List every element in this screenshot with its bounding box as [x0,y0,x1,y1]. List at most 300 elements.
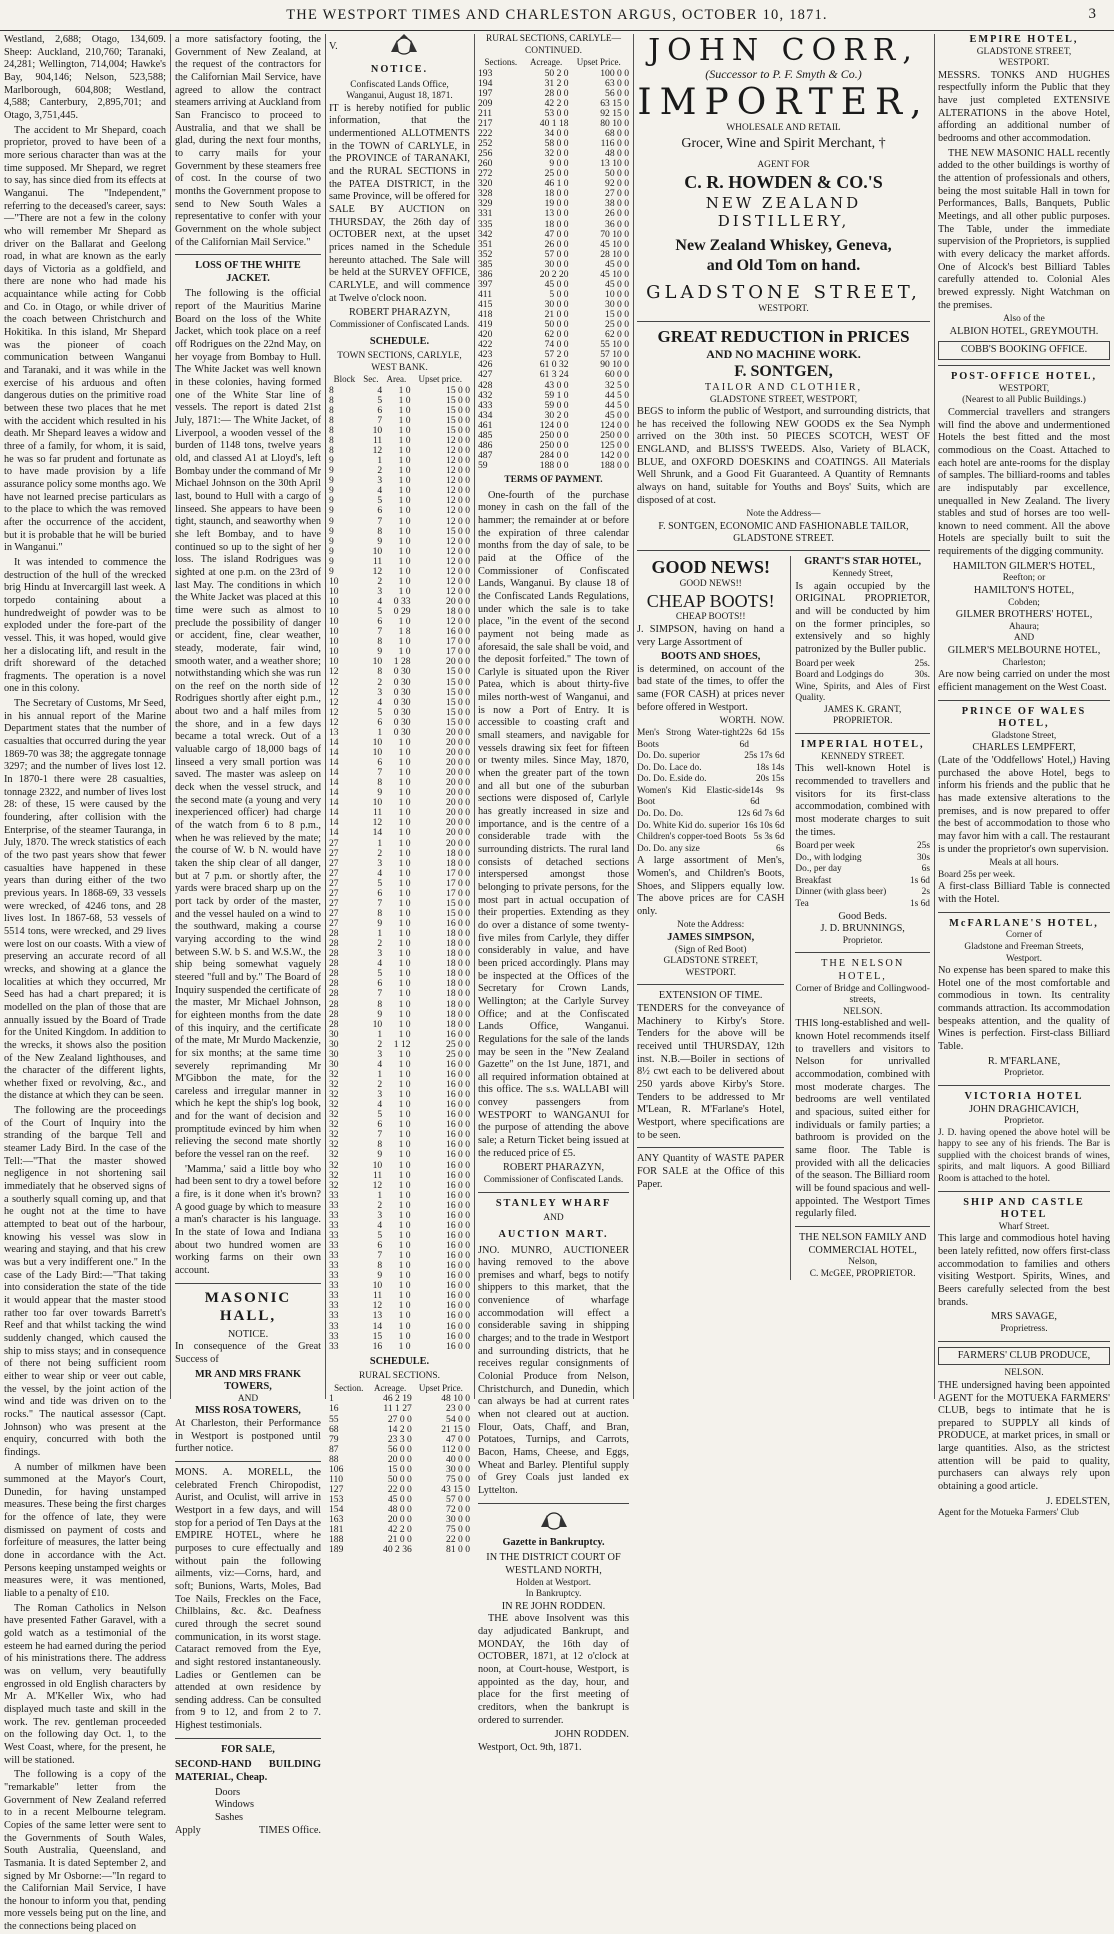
simpson-text: is determined, on account of the bad state of the times, to offer the same (FOR CASH) at prices never before offered in Westport. [637,663,785,713]
table-cell: 32 5 0 [605,379,629,391]
table-cell: 106 [329,1463,344,1475]
table-cell: 75 0 0 [446,1524,470,1536]
table-cell: 16 0 0 [446,626,470,638]
table-cell: 426 [478,359,493,371]
prince-meals: Meals at all hours. [989,858,1059,869]
article-paragraph: The following is the official report of the Mauritius Marine Board on the loss of the White Jacket, which took place on a reef off Rodrigues on the 22nd May, on her voyage from Bombay to Hull. The White Jacket was well known in these colonies, having formed one of the White Star line of vessels. The report is dated 21st July, 1871:— The White Jacket, of Liverpool, a wooden vessel of the burden of 1148 tons, twelve years old, and classed A1 at Lloyd's, left Bombay under the command of Mr Michael Johnson on the 30th April last, bound to Hull with a cargo of linseed. She appears to have been tight, staunch, and seaworthy when she left Bombay, and to have continued so up to the sight of her loss. The island Rodrigues was sighted at one p.m. on the 23rd of last May. The conditions in which the White Jacket was placed at this time were such as almost to preclude the possibility of danger or accident, fine, clear weather, steady, moderate, fair wind, smooth water, and a weather shore; notwithstanding which she was run on the reef on the north side of Rodrigues shortly after eight p.m., about two and a half miles from the shore, and in a few days became a total wreck. Out of a valuable cargo of 18,000 bags of linseed a very small portion was saved. The master was asleep on deck when the vessel struck, and the second mate (a young and very inexperienced officer) had charge of the watch from 6 to 8 p.m., when he was relieved by the mate; the course of W. b N. would have taken the ship clear of all danger, but at 7 p.m. or shortly after, the yards were braced sharp up on the port tack by order of the master, and the vessel hauled on a wind to the southward, making a course varying according to the wind between S.W. b S. and W.S.W., the ship being somewhat vaguely steered "full and by." The Board of Inquiry suspended the certificate of the master, Mr Michael Johnson, for eighteen months from the date of this inquiry, and the certificate of the mate, Mr Murdo Mackenzie, for six months; at the same time severely reprimanding Mr M'Gibbon the mate, for the careless and irregular manner in which he kept the ship's log book, and for the want of decision and promptitude evinced by him when relieving the second mate shortly before the vessel ran on the reef. [175,288,321,1161]
simpson-name: JAMES SIMPSON, [667,932,755,944]
table-cell: 8 [329,414,334,426]
nelson-title: THE NELSON HOTEL, [821,958,905,983]
divider [637,984,784,985]
table-cell: 1 0 [398,807,411,819]
price-item: Do. White Kid do. superior [637,820,740,831]
rate-row [795,853,930,865]
rate-cell: Do., per day [795,864,842,875]
table-cell: 3 [377,1089,383,1101]
table-cell: 27 [329,867,339,879]
table-cell: 15 0 0 [446,424,470,436]
lempfert-name: CHARLES LEMPFERT, [972,742,1076,754]
table-cell: 10 [372,424,383,436]
table-cell: 12 [329,706,339,718]
table-cell: 12 [372,1300,383,1312]
table-cell: 14 [372,1320,383,1332]
table-cell: 18 0 0 [446,928,470,940]
table-cell: 1 0 [398,545,411,557]
table-cell: 10 [372,746,383,758]
gladstone-street: GLADSTONE STREET, [646,281,921,303]
post-office-town: WESTPORT, [998,383,1050,394]
table-cell: 12 0 0 [446,475,470,487]
table-cell: 385 [478,258,493,270]
column-3 [329,34,470,1556]
table-cell: 33 [329,1330,339,1342]
table-cell: 44 5 0 [605,389,629,401]
table-cell: 28 0 0 [544,87,569,99]
table-cell: 5 [377,1229,383,1241]
royal-crest-icon [387,34,421,58]
table-cell: 12 [372,445,383,457]
table-cell: 13 [372,1310,383,1322]
table-cell: 72 0 0 [446,1504,470,1516]
wharf-and: AND [543,1213,564,1224]
table-cell: 1 0 [398,1099,411,1111]
imperial-proprietor-title: Proprietor. [842,935,883,946]
table-cell: 30 0 0 [605,299,629,310]
table-cell: 16 0 0 [446,1320,470,1332]
page-number: 3 [1088,6,1096,22]
table-cell: 1 0 [398,1199,411,1211]
price-row [637,832,784,844]
table-cell: 53 0 0 [544,107,569,119]
table-cell: 9 [329,475,334,487]
goodnews-sub: GOOD NEWS!! [679,578,742,589]
empire-street: GLADSTONE STREET, [976,46,1072,57]
table-cell: 13 10 0 [600,158,629,170]
table-cell: 19 0 0 [544,198,569,210]
table-cell: 1 0 [398,757,411,769]
price-col-worth: WORTH. [719,716,756,727]
divider [637,550,930,551]
prince-text: (Late of the 'Oddfellows' Hotel,) Having purchased the above Hotel, begs to inform his friends and the public that he has made extensive alterations to the premises, and is now prepared to offer the best of accommodation to those who may favor him with a call. The restaurant is under the proprietor's own supervision. [938,755,1110,855]
table-cell: 1 [377,1189,383,1201]
table-cell: 45 0 0 [605,409,629,421]
table-cell: 418 [478,309,493,321]
whiskey-line: New Zealand Whiskey, Geneva, [675,237,892,255]
table-cell: 12 0 0 [446,535,470,547]
rate-cell: Do., with lodging [795,852,862,863]
notice-v-mark: V. [329,40,338,52]
table-cell: 32 0 0 [544,148,569,160]
table-cell: 10 [329,646,339,658]
table-cell: 1 0 [398,646,411,658]
divider [478,1503,629,1504]
column-5 [637,34,930,1399]
notice-crest-row [329,34,470,60]
table-cell: 320 [478,178,493,190]
table-cell: 9 [329,505,334,517]
table-cell: 12 0 0 [446,455,470,467]
price-values: 20s 15s [756,774,785,785]
simpson-note: Note the Address: [677,920,745,931]
price-item: Children's copper-toed Boots [637,832,747,843]
table-cell: 27 [329,877,339,889]
table-cell: 1 0 [398,616,411,628]
table-cell: 32 [329,1079,339,1091]
price-values: 6s [776,843,785,854]
table-cell: 1 0 [398,1280,411,1292]
table-cell: 9 [329,515,334,527]
table-cell: 33 [329,1280,339,1292]
table-cell: 2 [377,1199,383,1211]
table-cell: 8 [329,384,334,396]
table-cell: 8 [329,445,334,457]
table-cell: 70 10 0 [600,228,629,240]
masonic-line: In consequence of the Great Success of [175,1341,321,1365]
table-cell: 20 0 0 [446,817,470,829]
table-cell: 4 [377,1219,383,1231]
simpson-intro: J. SIMPSON, having on hand a very Large Assortment of [637,623,785,648]
table-cell: 15 0 0 [446,696,470,708]
table-cell: 9 [377,1008,383,1020]
table-cell: 12 [329,676,339,688]
table-cell: 26 0 0 [605,208,629,220]
table-cell: 1 0 [398,928,411,940]
article-lead: Westland, 2,688; Otago, 134,609. Sheep: Auckland, 210,760; Taranaki, 24,281; Wellington, 714,004; Hawke's Bay, 904,146; Nelson, 523,588; Marlborough, 604,808; Westland, 4,588; Canterbury, 2,895,701; and Otago, 3,751,445. [4,34,166,121]
divider [478,1192,629,1193]
forsale-office: TIMES Office. [258,1824,321,1836]
masonic-performers: MR AND MRS FRANK TOWERS, [194,1368,302,1393]
table-cell: 33 [329,1189,339,1201]
table-cell: 1 0 [398,1290,411,1302]
table-cell: 0 29 [393,606,411,618]
rate-row [795,899,930,911]
table-cell: 1 0 [398,1330,411,1342]
table-cell: 46 1 0 [544,178,569,190]
table-cell: 16 0 0 [446,1219,470,1231]
masonic-performer: MISS ROSA TOWERS, [195,1405,301,1417]
grocer-text: Grocer, Wine and Spirit Merchant, [681,135,876,151]
article-paragraph: The accident to Mr Shepard, coach proprietor, proved to have been of a more serious character than was at the time supposed. Mr Shepard, we regret to say, has since died from its effects at Wanganui. The "Independent," referring to the deceased's career, says:—"There are not a few in the colony who will remember Mr Shepard as driver on the Ballarat and Geelong road, in what are known as the early days of Victoria as a goldfield, and there are none who had made his acquaintance while acting for Cobb and Co. in Otago, or while driver of the coach between Christchurch and Hokitika. In this island, Mr Shepard was the pioneer of coach communication between Wanganui and Taranaki, and it was while in the exercise of his arduous and often dangerous duties on the primitive road between these two places that he met with the accident which resulted in his death. Mr Shepard leaves a widow and three of a family, for whom, it is said, he was so far prudent and fortunate as to have made provision by a life assurance policy some months ago. We have not learned precise particulars as to the place to which the was removed after the occurrence of the accident, but it is probable that he will be buried in Wanganui." [4,124,166,554]
table-cell: 1 0 [398,887,411,899]
lower-split [637,556,930,1280]
victoria-proprietor: Proprietor. [1004,1116,1044,1127]
table-cell: 50 0 0 [387,1473,412,1485]
table-cell: 27 [329,857,339,869]
table-cell: 9 [377,787,383,799]
table-cell: 1 [377,455,383,467]
table-cell: 68 [329,1423,339,1435]
table-cell: 3 [377,1048,383,1060]
table-cell: 1 0 [398,988,411,1000]
price-item: Women's Kid Elastic-side Boot [637,785,751,808]
mcfarlane-streets: Gladstone and Freeman Streets, [964,941,1084,952]
table-cell: 15 [372,1330,383,1342]
and-word: AND [1013,633,1035,644]
table-cell: 10 [372,1280,383,1292]
court-bankruptcy: In Bankruptcy. [525,1589,582,1600]
table-cell: 1 0 [398,918,411,930]
cheap-heading: CHEAP BOOTS! [646,591,775,612]
table-cell: 433 [478,399,493,411]
table-cell: 1 0 [398,535,411,547]
table-cell: 16 0 0 [446,1290,470,1302]
table-cell: 153 [329,1494,344,1505]
table-header: Upset Price. [576,57,621,68]
table-cell: 4 [377,867,383,879]
table-cell: 33 [329,1270,339,1282]
table-cell: 1 0 [398,767,411,779]
notice-date: Wanganui, August 18, 1871. [346,91,453,102]
table-cell: 44 5 0 [605,399,629,411]
simpson-sign: (Sign of Red Boot) [674,944,747,955]
table-cell: 112 0 0 [441,1443,470,1455]
table-cell: 1 0 [398,827,411,839]
tailor-heading: TAILOR AND CLOTHIER, [704,381,863,393]
table-cell: 17 0 0 [446,887,470,899]
rate-cell: Tea [795,898,809,909]
table-cell: 33 [329,1229,339,1241]
table-cell: 18 0 0 [544,218,569,230]
rate-cell: Breakfast [795,875,832,886]
table-cell: 20 0 0 [446,827,470,839]
rural-schedule-title: SCHEDULE. [369,1355,430,1367]
table-cell: 42 2 0 [387,1524,412,1536]
table-cell: 386 [478,268,493,280]
table-cell: 422 [478,339,493,351]
table-cell: 1 0 [398,897,411,909]
table-cell: 31 2 0 [544,77,569,89]
table-cell: 20 0 0 [387,1453,412,1465]
table-cell: 1 0 [398,1018,411,1030]
cross-icon: † [878,135,886,151]
ship-castle-title: SHIP AND CASTLE HOTEL [963,1196,1085,1221]
table-cell: 27 [329,918,339,930]
table-cell: 5 0 0 [549,288,569,300]
table-cell: 18 0 0 [544,188,569,200]
table-cell: 1 0 [398,877,411,889]
farmers-agent: Agent for the Motueka Farmers' Club [938,1508,1079,1519]
table-cell: 27 [329,907,339,919]
rate-cell: Board per week [795,658,855,669]
table-cell: 1 0 [398,777,411,789]
table-cell: 12 [329,686,339,698]
hamilton-gilmer: HAMILTON GILMER'S HOTEL, [952,560,1096,572]
table-cell: 20 0 0 [446,807,470,819]
column-rule [170,34,171,1399]
table-cell: 30 0 0 [544,299,569,310]
rate-cell: Board per week [795,841,855,852]
table-cell: 30 [329,1048,339,1060]
table-cell: 1 0 [398,1089,411,1101]
table-cell: 18 0 0 [446,1008,470,1020]
table-cell: 16 0 0 [446,1058,470,1070]
post-office-text: Commercial travellers and strangers will find the above and undermentioned Hotels the best fitted and the most commodious on the Coast. Attached to each hotel are ante-rooms for the display of samples. The billiard-rooms and tables are indisputably par excellence, unequalled in New Zealand. The livery stables and stud of horses are too well-known to need comment. All the above Hotels are specially built to suit the requirements of the digging community. [938,406,1110,558]
table-cell: 1 0 [398,515,411,527]
rate-cell: 1s 6d [909,898,930,909]
table-cell: 125 0 0 [600,439,629,451]
table-cell: 15 0 0 [446,414,470,426]
table-cell: 14 [329,827,339,839]
rate-cell: 6s [921,864,930,875]
goodnews-heading: GOOD NEWS! [651,557,770,578]
mcfarlane-town: Westport. [1006,953,1042,964]
table-cell: 1 0 [398,505,411,517]
table-cell: 328 [478,188,493,200]
ship-castle-street: Wharf Street. [998,1221,1050,1232]
schedule-title: SCHEDULE. [369,335,430,347]
table-cell: 75 0 0 [446,1473,470,1485]
rate-cell: 25s [916,841,930,852]
mcfarlane-proprietor-title: Proprietor. [1004,1068,1044,1079]
table-cell: 45 0 0 [387,1494,412,1505]
table-cell: 30 0 0 [544,258,569,270]
table-cell: 9 [377,646,383,658]
table-cell: 209 [478,97,493,109]
table-cell: 1 [377,1028,383,1040]
table-cell: 1 0 [398,1109,411,1121]
table-cell: 46 2 19 [383,1393,412,1405]
table-cell: 7 [377,767,383,779]
grant-wine: Wine, Spirits, and Ales of First Quality. [795,681,930,704]
table-cell: 11 1 27 [383,1403,412,1415]
table-row [478,370,629,380]
table-cell: 351 [478,238,493,250]
table-cell: 32 [329,1139,339,1151]
table-cell: 10 [329,606,339,618]
table-cell: 1 0 [398,1229,411,1241]
forsale-item: Doors [215,1786,241,1798]
table-cell: 1 0 [398,958,411,970]
table-cell: 18 0 0 [446,978,470,990]
court-date: Westport, Oct. 9th, 1871. [478,1741,582,1753]
article-paragraph: It was intended to commence the destruction of the hull of the wrecked brig Hindu at Invercargill last week. A torpedo containing about a hundredweight of powder was to be exploded under the fore-part of the vessel. This, it was hoped, would give her a dislocating lift, and result in the drift shoreward of the detached fragments. The operation is a novel one in this colony. [4,556,166,695]
table-cell: 21 0 0 [387,1534,412,1546]
table-cell: 15 0 0 [446,716,470,728]
table-cell: 3 [377,585,383,597]
notice-signer-title: Commissioner of Confiscated Lands. [329,319,470,330]
table-cell: 1 0 [398,867,411,879]
price-row [637,763,784,775]
table-cell: 12 0 0 [446,515,470,527]
table-cell: 250 0 0 [539,429,569,441]
table-cell: 27 [329,897,339,909]
agent-for: AGENT FOR [757,159,810,170]
table-cell: 1 12 [393,1038,411,1050]
table-cell: 423 [478,349,493,361]
table-cell: 25 0 0 [446,1048,470,1060]
table-cell: 14 [372,827,383,839]
table-cell: 16 0 0 [446,1129,470,1141]
divider [175,1461,321,1462]
cheap-sub: CHEAP BOOTS!! [675,612,746,623]
farmers-town: NELSON. [1004,1368,1044,1379]
grant-title: GRANT'S STAR HOTEL, [804,556,922,568]
table-cell: 6 [377,757,383,769]
table-cell: 193 [478,67,493,79]
table-cell: 0 30 [393,706,411,718]
table-cell: 55 10 0 [600,339,629,351]
table-cell: 20 0 0 [446,797,470,809]
table-cell: 14 2 0 [387,1423,412,1435]
table-cell: 20 0 0 [446,767,470,779]
farmers-text: THE undersigned having been appointed AGENT for the MOTUEKA FARMERS' CLUB, begs to intimate that he is prepared to SUPPLY all kinds of PRODUCE, at market prices, in small or large quantities. Also, as the strictest attention will be paid to quality, purchasers can always rely upon obtaining a good article. [938,1379,1110,1493]
table-cell: 1 0 [398,1260,411,1272]
table-cell: 1 0 [398,1149,411,1161]
article-paragraph: a more satisfactory footing, the Government of New Zealand, at the request of the contractors for the Californian Mail Service, have agreed to allow the contract steamers arriving at Auckland from San Francisco to proceed to Australia, and that we shall be glad, during the next four months, to carry mails for your Government by these steamers free of cost. In the course of two months the Government propose to send to New South Wales a representative to confer with your Government on the whole subject of the Californian Mail Service." [175,34,321,248]
table-cell: 32 [329,1159,339,1171]
table-cell: 1 0 [398,1250,411,1262]
column-rule [474,34,475,1399]
masonic-and: AND [237,1393,259,1404]
table-cell: 331 [478,208,493,220]
table-cell: 27 0 0 [605,188,629,200]
price-row [637,844,784,856]
extension-title: EXTENSION OF TIME. [658,990,763,1002]
imperial-title: IMPERIAL HOTEL, [800,739,925,750]
price-item: Men's Strong Water-tight Boots [637,728,740,750]
table-cell: 27 [329,887,339,899]
table-cell: 7 [377,988,383,1000]
table-cell: 92 0 0 [605,178,629,190]
price-item: Do. Do. any size [637,843,700,854]
royal-crest-icon [537,1509,571,1533]
table-cell: 8 [329,394,334,406]
price-row [637,774,784,786]
prince-board: Board 25s per week. [938,869,1016,880]
table-cell: 45 0 0 [605,278,629,290]
table-cell: 1 0 [398,817,411,829]
grocer-line [637,135,930,152]
rate-cell: Dinner (with glass beer) [795,887,887,898]
table-cell: 88 [329,1453,339,1465]
table-cell: 36 0 0 [605,218,629,230]
table-cell: 1 0 [398,797,411,809]
table-cell: 15 0 0 [446,907,470,919]
table-cell: 9 [329,535,334,547]
table-cell: 16 0 0 [446,1199,470,1211]
column-rule [633,34,634,1399]
tailor-text: BEGS to inform the public of Westport, and surrounding districts, that he has received the following NEW GOODS ex the Sea Nymph arrived on the 30th inst. 50 PIECES SCOTCH, WEST OF ENGLAND, and BLISS'S TWEEDS. Also, Variety of BLACK, BLUE, and OXFORD DOESKINS and COATINGS. All Materials Well Shrunk, and a Good Fit Guaranteed. A Quantity of Remnants always on hand, suitable for Youths and Boys' Suits, which are disposed of at cost. [637,406,930,506]
table-cell: 20 0 0 [446,837,470,849]
table-cell: 11 [372,1290,383,1302]
table-cell: 50 0 0 [544,319,569,331]
mcfarlane-corner: Corner of [1005,930,1043,941]
table-cell: 0 30 [393,676,411,688]
table-cell: 10 [329,596,339,608]
table-cell: 32 [329,1149,339,1161]
table-cell: 16 0 0 [446,1260,470,1272]
table-cell: 1 0 [398,1028,411,1040]
table-cell: 2 [377,1079,383,1091]
table-cell: 18 0 0 [446,606,470,618]
family-town: Nelson, [848,1257,878,1268]
table-cell: 16 0 0 [446,1149,470,1161]
table-cell: 15 0 0 [605,309,629,321]
court-text: THE above Insolvent was this day adjudicated Bankrupt, and MONDAY, the 16th day of OCTOBER, 1871, at 12 o'clock at noon, at Court-house, Westport, is appointed as the day, hour, and place for the first meeting of creditors, when the bankrupt is ordered to surrender. [478,1613,629,1726]
table-cell: 32 [329,1169,339,1181]
table-cell: 1 0 [398,998,411,1010]
table-cell: 15 0 0 [446,686,470,698]
table-cell: 92 15 0 [600,107,629,119]
table-cell: 12 0 0 [446,575,470,587]
table-cell: 9 [329,495,334,507]
table-cell: 16 0 0 [446,1209,470,1221]
table-cell: 329 [478,198,493,210]
table-cell: 4 [377,1099,383,1111]
table-cell: 33 [329,1250,339,1262]
table-cell: 14 [329,797,339,809]
table-cell: 1 0 [398,968,411,980]
